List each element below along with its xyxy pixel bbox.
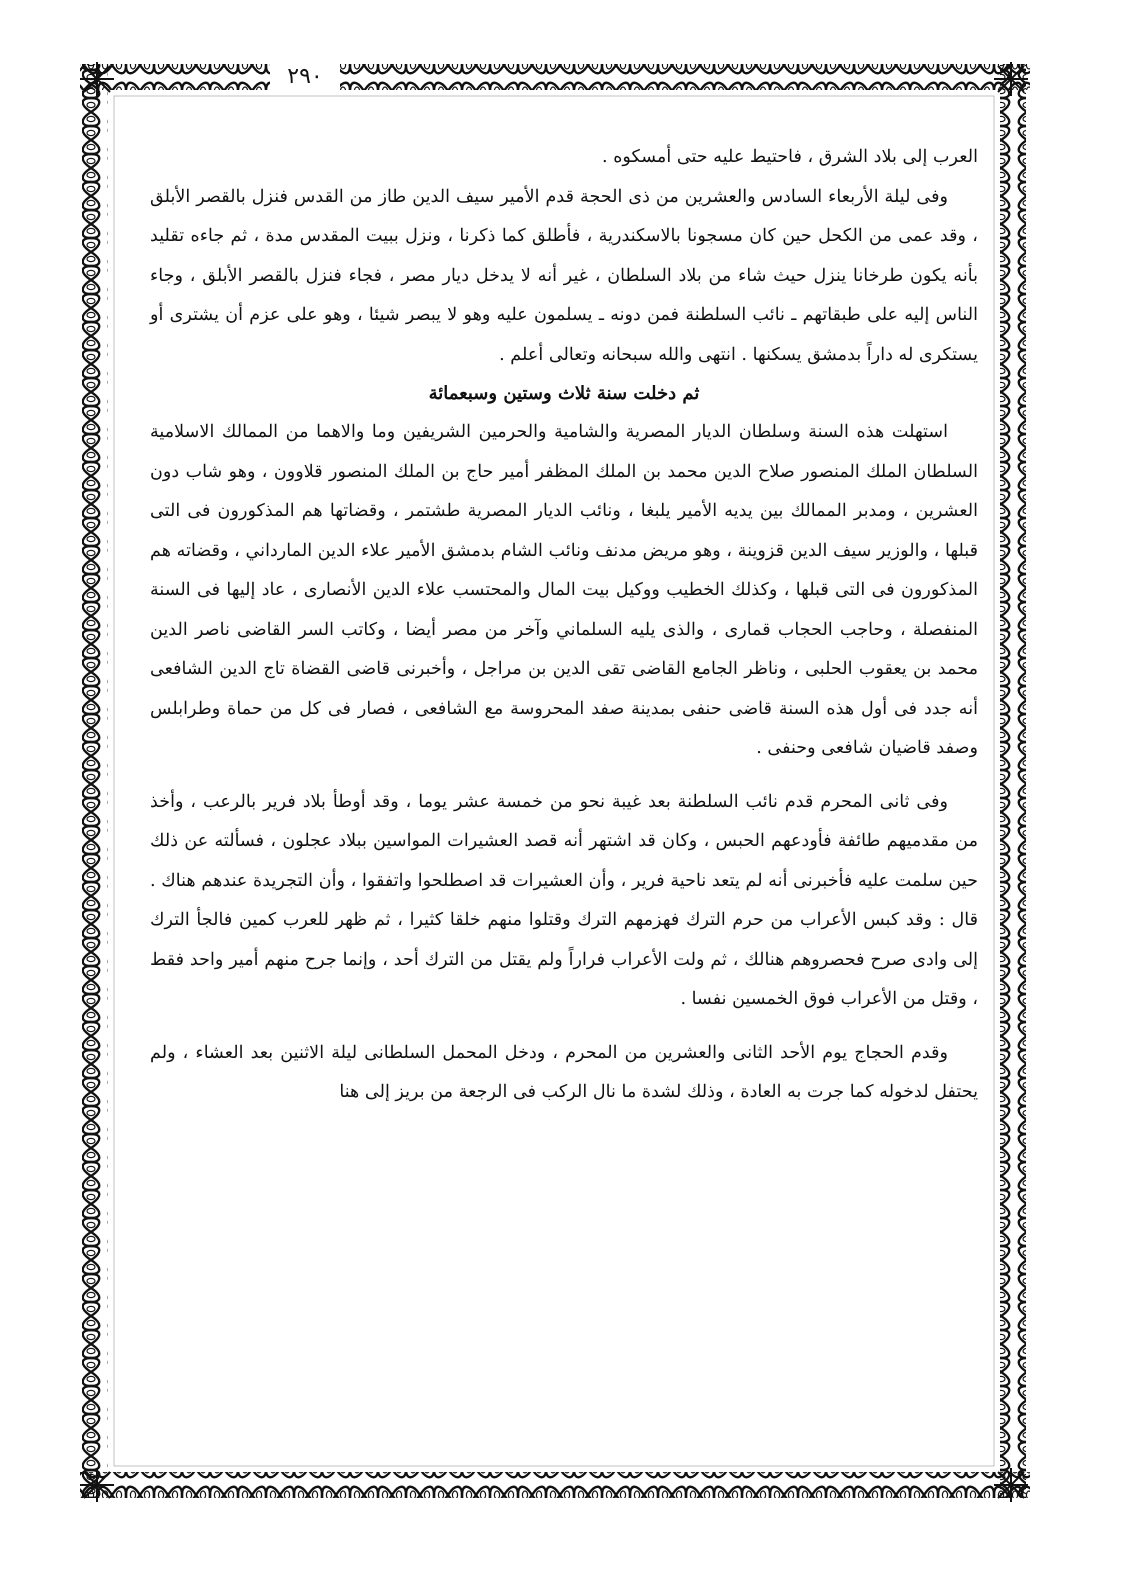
year-heading: ثم دخلت سنة ثلاث وستين وسبعمائة (428, 383, 700, 404)
paragraph: استهلت هذه السنة وسلطان الديار المصرية والشامية والحرمين الشريفين وما والاهما من الممالك الاسلامية السلطان الملك المنصور صلاح الدين محمد بن الملك المظفر أمير حاج بن الملك المنصور قلاوون ، وهو شاب دون العشرين ، ومدبر الممالك بين يديه الأمير يلبغا ، ونائب الديار المصرية طشتمر ، وقضاتها هم المذكورون فى التى قبلها ، والوزير سيف الدين قزوينة ، وهو مريض مدنف ونائب الشام بدمشق الأمير علاء الدين المارداني ، وقضاته هم المذكورون فى التى قبلها ، وكذلك الخطيب ووكيل بيت المال والمحتسب علاء الدين الأنصارى ، عاد إليها فى السنة المنفصلة ، وحاجب الحجاب قمارى ، والذى يليه السلماني وآخر من مصر أيضا ، وكاتب السر القاضى ناصر الدين محمد بن يعقوب الحلبى ، وناظر الجامع القاضى تقى الدين بن مراجل ، وأخبرنى قاضى القضاة تاج الدين الشافعى أنه جدد فى أول هذه السنة قاضى حنفى بمدينة صفد المحروسة مع الشافعى ، فصار فى كل من حماة وطرابلس وصفد قاضيان شافعى وحنفى . (150, 422, 978, 758)
paragraph: وقدم الحجاج يوم الأحد الثانى والعشرين من المحرم ، ودخل المحمل السلطانى ليلة الاثنين بعد العشاء ، ولم يحتفل لدخوله كما جرت به العادة ، وذلك لشدة ما نال الركب فى الرجعة من بريز إلى هنا (150, 1042, 978, 1102)
paragraph: وفى ثانى المحرم قدم نائب السلطنة بعد غيبة نحو من خمسة عشر يوما ، وقد أوطأ بلاد فرير بالرعب ، وأخذ من مقدميهم طائفة فأودعهم الحبس ، وكان قد اشتهر أنه قصد العشيرات المواسين ببلاد عجلون ، فسألته عن ذلك حين سلمت عليه فأخبرنى أنه لم يتعد ناحية فرير ، وأن العشيرات قد اصطلحوا واتفقوا ، وأن التجريدة عندهم هناك . قال : وقد كبس الأعراب من حرم الترك فهزمهم الترك وقتلوا منهم خلقا كثيرا ، ثم ظهر للعرب كمين فالجأ الترك إلى وادى صرح فحصروهم هنالك ، ثم ولت الأعراب فراراً ولم يقتل من الترك أحد ، وإنما جرح منهم أمير واحد فقط ، وقتل من الأعراب فوق الخمسين نفسا . (150, 791, 978, 1009)
paragraph-gap (150, 769, 978, 783)
paragraph-gap (150, 1020, 978, 1034)
paragraph: وفى ليلة الأربعاء السادس والعشرين من ذى الحجة قدم الأمير سيف الدين طاز من القدس فنزل بالقصر الأبلق ، وقد عمى من الكحل حين كان مسجونا بالاسكندرية ، فأطلق كما ذكرنا ، ونزل ببيت المقدس مدة ، ثم جاءه تقليد بأنه يكون طرخانا ينزل حيث شاء من بلاد السلطان ، غير أنه لا يدخل ديار مصر ، فجاء فنزل بالقصر الأبلق ، وجاء الناس إليه على طبقاتهم ـ نائب السلطنة فمن دونه ـ يسلمون عليه وهو لا يبصر شيئا ، وهو على عزم أن يشترى أو يستكرى له داراً بدمشق يسكنها . انتهى والله سبحانه وتعالى أعلم . (150, 186, 978, 365)
page-number: ٢٩٠ (270, 62, 340, 92)
main-text (150, 138, 978, 1113)
paragraph: العرب إلى بلاد الشرق ، فاحتيط عليه حتى أمسكوه . (602, 147, 978, 167)
